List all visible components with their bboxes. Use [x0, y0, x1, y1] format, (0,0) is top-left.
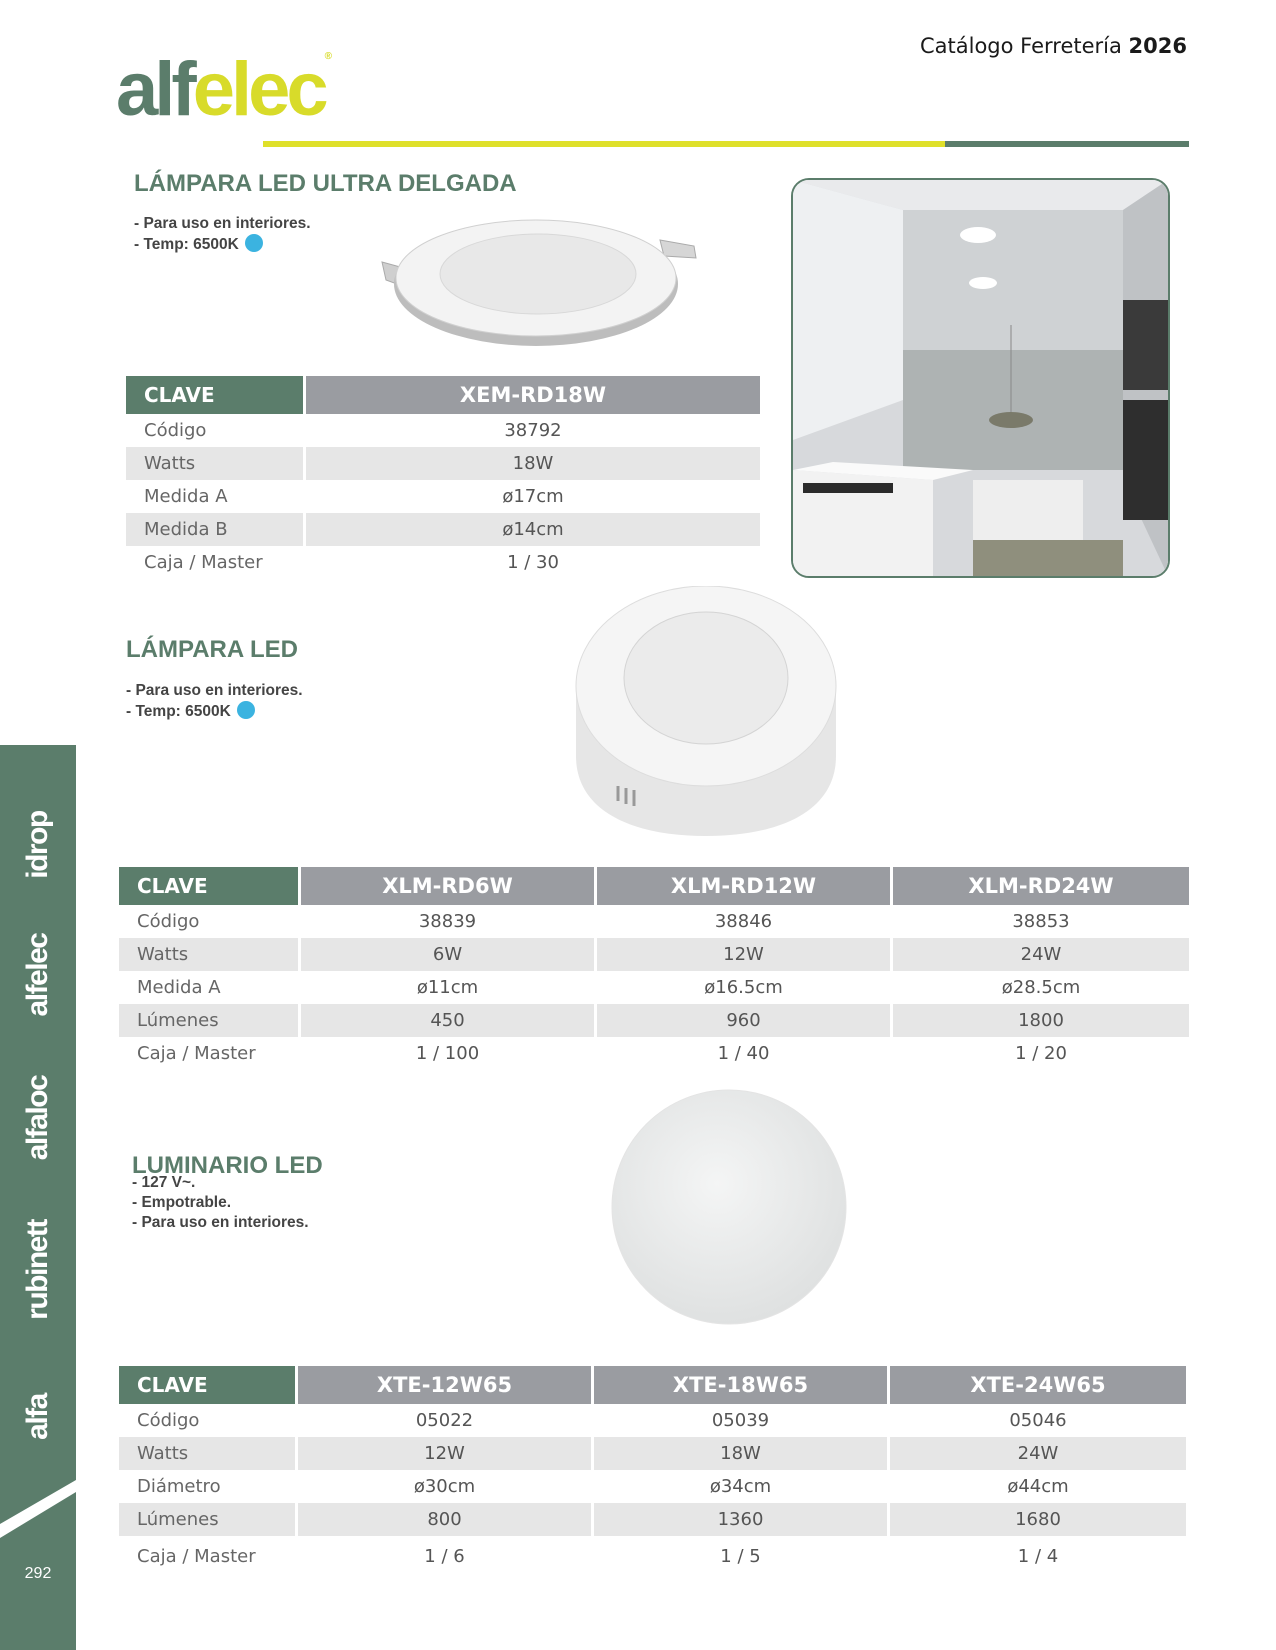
- cell: 38839: [418, 911, 477, 932]
- cell: ø28.5cm: [1001, 977, 1081, 998]
- row-label: Código: [137, 1410, 200, 1431]
- model-header: XLM-RD12W: [597, 867, 890, 905]
- bullet-temp-text: - Temp: 6500K: [126, 703, 231, 720]
- row-label: Watts: [126, 447, 303, 480]
- cell: ø44cm: [1007, 1476, 1069, 1497]
- brand-sidebar: [0, 745, 76, 1650]
- row-label: Código: [137, 911, 200, 932]
- cell: 38792: [504, 420, 562, 441]
- sidebar-brand-idrop[interactable]: idrop: [21, 811, 54, 879]
- row-label: Watts: [119, 1437, 295, 1470]
- cell: 1360: [594, 1503, 887, 1536]
- section-bullets-luminario-led: [132, 1173, 309, 1233]
- row-label: Lúmenes: [119, 1004, 298, 1037]
- table-row: [119, 1536, 1186, 1576]
- section-title-lampara-led: LÁMPARA LED: [126, 636, 298, 663]
- catalog-label: Catálogo Ferretería: [919, 34, 1122, 58]
- table-row: [126, 513, 760, 546]
- catalog-year: 2026: [1128, 34, 1187, 58]
- table-row: [119, 971, 1189, 1004]
- clave-header: CLAVE: [119, 867, 298, 905]
- registered-mark: ®: [324, 51, 332, 62]
- cell: 38846: [714, 911, 773, 932]
- bullet: - 127 V~.: [132, 1174, 196, 1191]
- logo-part2: elec: [192, 47, 325, 132]
- cell: 1 / 100: [415, 1043, 480, 1064]
- luminaire-disc: [612, 1090, 846, 1324]
- bullet: - Empotrable.: [132, 1194, 232, 1211]
- page-number: 292: [24, 1565, 52, 1582]
- cell: 1 / 6: [424, 1545, 465, 1567]
- cell: 800: [298, 1503, 591, 1536]
- spec-table-luminario-led: [116, 1366, 1189, 1576]
- section-title-luminario-led: LUMINARIO LED: [132, 1152, 323, 1179]
- cell: 05022: [415, 1410, 474, 1431]
- kitchen-illustration: [793, 180, 1168, 576]
- cell: 18W: [306, 447, 760, 480]
- table-row: [126, 480, 760, 513]
- cell: 24W: [890, 1437, 1186, 1470]
- table-row: [119, 1404, 1186, 1437]
- sidebar-brand-alfelec[interactable]: alfelec: [21, 933, 54, 1017]
- table-row: [119, 1470, 1186, 1503]
- row-label: Medida B: [126, 513, 303, 546]
- cell: ø14cm: [306, 513, 760, 546]
- row-label: Caja / Master: [144, 552, 263, 573]
- model-header: XLM-RD6W: [301, 867, 594, 905]
- cell: 24W: [893, 938, 1189, 971]
- table-row: [119, 1004, 1189, 1037]
- panel-diffuser: [440, 234, 636, 314]
- surface-led-image: [572, 586, 840, 838]
- cell: 1 / 4: [1017, 1545, 1059, 1567]
- slim-panel-image: [374, 218, 700, 352]
- table-row: [119, 1437, 1186, 1470]
- cell: 1680: [890, 1503, 1186, 1536]
- cell: ø11cm: [416, 977, 479, 998]
- table-row: [126, 546, 760, 579]
- alfelec-logo: [116, 47, 332, 132]
- cell: ø16.5cm: [704, 977, 783, 998]
- cell: 38853: [1012, 911, 1070, 932]
- bullet: - Para uso en interiores.: [126, 682, 303, 699]
- row-label: Caja / Master: [137, 1545, 256, 1567]
- clave-header: CLAVE: [126, 376, 303, 414]
- cell: 12W: [298, 1437, 591, 1470]
- cell: 960: [597, 1004, 890, 1037]
- bullet-temp-text: - Temp: 6500K: [134, 236, 239, 253]
- sidebar-brand-rubinett[interactable]: rubinett: [21, 1220, 54, 1320]
- model-header: XTE-12W65: [298, 1366, 591, 1404]
- cell: 450: [301, 1004, 594, 1037]
- section-bullets-ultra-delgada: [134, 214, 311, 255]
- temp-color-dot: [237, 701, 255, 719]
- cell: ø34cm: [709, 1476, 772, 1497]
- spec-table-ultra-delgada: [123, 376, 763, 579]
- table-row: [119, 905, 1189, 938]
- table-header-row: [126, 376, 760, 414]
- header-bar-yellow: [263, 141, 945, 147]
- cell: 1 / 30: [507, 552, 559, 573]
- logo-part1: alf: [116, 47, 193, 132]
- fixture-diffuser: [624, 612, 788, 744]
- row-label: Código: [144, 420, 207, 441]
- section-title-ultra-delgada: LÁMPARA LED ULTRA DELGADA: [134, 170, 517, 197]
- cell: 05046: [1009, 1410, 1067, 1431]
- cell: 1 / 5: [720, 1545, 761, 1567]
- cell: ø17cm: [502, 486, 564, 507]
- row-label: Diámetro: [137, 1476, 221, 1497]
- table-row: [126, 447, 760, 480]
- row-label: Watts: [119, 938, 298, 971]
- model-header: XTE-18W65: [594, 1366, 887, 1404]
- header-bar-green: [945, 141, 1189, 147]
- round-luminaire-image: [610, 1088, 848, 1326]
- table-header-row: [119, 1366, 1186, 1404]
- bullet: - Para uso en interiores.: [134, 215, 311, 232]
- sidebar-brand-alfa[interactable]: alfa: [21, 1394, 54, 1440]
- bullet-temp: [134, 234, 311, 255]
- bullet-temp: [126, 701, 303, 722]
- cell: 1800: [893, 1004, 1189, 1037]
- catalog-title: [920, 34, 1187, 58]
- cell: 1 / 40: [717, 1043, 770, 1064]
- model-header: XEM-RD18W: [306, 376, 760, 414]
- row-label: Medida A: [137, 977, 221, 998]
- section-bullets-lampara-led: [126, 681, 303, 722]
- cell: 05039: [711, 1410, 770, 1431]
- clave-header: CLAVE: [119, 1366, 295, 1404]
- bullet: - Para uso en interiores.: [132, 1214, 309, 1231]
- sidebar-white-stripe: [0, 1480, 76, 1550]
- model-header: XTE-24W65: [890, 1366, 1186, 1404]
- table-row: [119, 1503, 1186, 1536]
- row-label: Lúmenes: [119, 1503, 295, 1536]
- kitchen-photo: [791, 178, 1170, 578]
- model-header: XLM-RD24W: [893, 867, 1189, 905]
- cell: 1 / 20: [1015, 1043, 1067, 1064]
- cell: ø30cm: [413, 1476, 476, 1497]
- table-row: [126, 414, 760, 447]
- spec-table-lampara-led: [116, 867, 1192, 1070]
- table-row: [119, 1037, 1189, 1070]
- sidebar-brand-alfaloc[interactable]: alfaloc: [21, 1075, 54, 1161]
- cell: 6W: [301, 938, 594, 971]
- temp-color-dot: [245, 234, 263, 252]
- cell: 12W: [597, 938, 890, 971]
- table-header-row: [119, 867, 1189, 905]
- row-label: Medida A: [144, 486, 228, 507]
- cell: 18W: [594, 1437, 887, 1470]
- row-label: Caja / Master: [137, 1043, 256, 1064]
- table-row: [119, 938, 1189, 971]
